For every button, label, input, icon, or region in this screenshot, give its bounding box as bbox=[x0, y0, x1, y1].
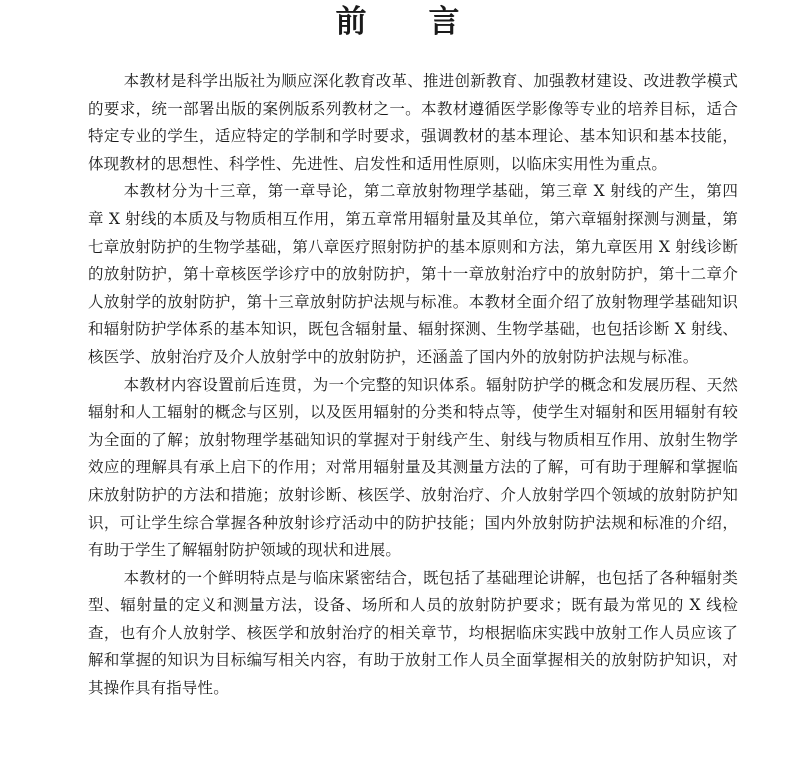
paragraph-2: 本教材分为十三章，第一章导论，第二章放射物理学基础，第三章 X 射线的产生，第四章 X 射线的本质及与物质相互作用，第五章常用辐射量及其单位，第六章辐射探测与测量，第七章放射防护的生物学基础，第八章医疗照射防护的基本原则和方法，第九章医用 X 射线诊断的放射防护，第十章核医学诊疗中的放射防护，第十一章放射治疗中的放射防护，第十二章介人放射学的放射防护，第十三章放射防护法规与标准。本教材全面介绍了放射物理学基础知识和辐射防护学体系的基本知识，既包含辐射量、辐射探测、生物学基础，也包括诊断 X 射线、核医学、放射治疗及介人放射学中的放射防护，还涵盖了国内外的放射防护法规与标准。 bbox=[88, 182, 738, 366]
title-char-2: 言 bbox=[428, 4, 464, 40]
page-title bbox=[0, 2, 799, 42]
preface-body bbox=[88, 68, 738, 703]
paragraph-3: 本教材内容设置前后连贯，为一个完整的知识体系。辐射防护学的概念和发展历程、天然辐射和人工辐射的概念与区别，以及医用辐射的分类和特点等，使学生对辐射和医用辐射有较为全面的了解；放射物理学基础知识的掌握对于射线产生、射线与物质相互作用、放射生物学效应的理解具有承上启下的作用；对常用辐射量及其测量方法的了解，可有助于理解和掌握临床放射防护的方法和措施；放射诊断、核医学、放射治疗、介人放射学四个领域的放射防护知识，可让学生综合掌握各种放射诊疗活动中的防护技能；国内外放射防护法规和标准的介绍，有助于学生了解辐射防护领域的现状和进展。 bbox=[88, 375, 738, 560]
paragraph-4: 本教材的一个鲜明特点是与临床紧密结合，既包括了基础理论讲解，也包括了各种辐射类型、辐射量的定义和测量方法，设备、场所和人员的放射防护要求；既有最为常见的 X 线检查，也有介人放射学、核医学和放射治疗的相关章节，均根据临床实践中放射工作人员应该了解和掌握的知识为目标编写相关内容，有助于放射工作人员全面掌握相关的放射防护知识，对其操作具有指导性。 bbox=[88, 568, 738, 698]
title-char-1: 前 bbox=[335, 4, 371, 40]
paragraph-1: 本教材是科学出版社为顺应深化教育改革、推进创新教育、加强教材建设、改进教学模式的要求，统一部署出版的案例版系列教材之一。本教材遵循医学影像等专业的培养目标，适合特定专业的学生，适应特定的学制和学时要求，强调教材的基本理论、基本知识和基本技能，体现教材的思想性、科学性、先进性、启发性和适用性原则，以临床实用性为重点。 bbox=[88, 72, 738, 173]
